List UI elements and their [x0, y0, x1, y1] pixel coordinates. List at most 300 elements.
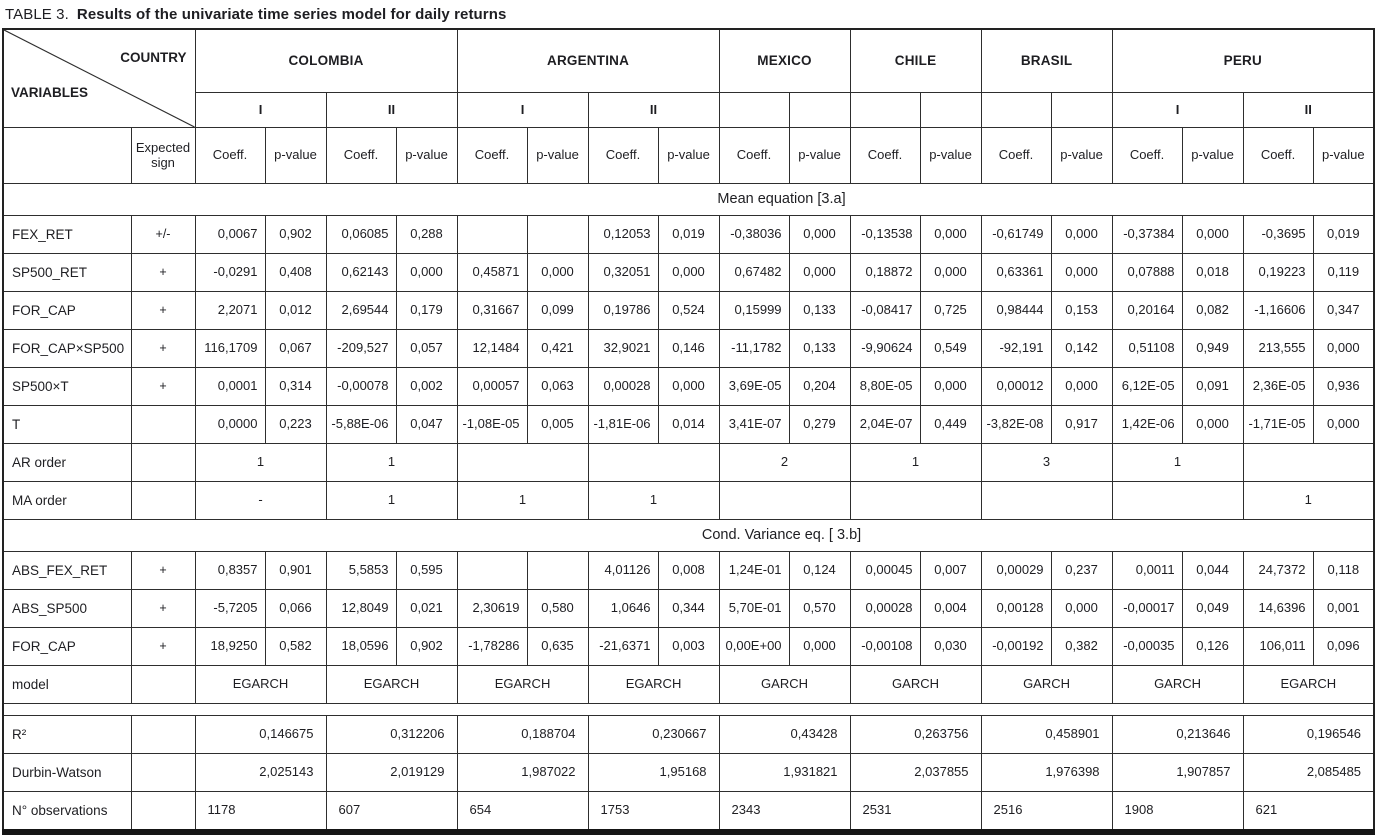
table-row — [3, 754, 1374, 792]
pvalue-cell: 0,449 — [920, 406, 981, 444]
coeff-cell: -5,7205 — [195, 590, 265, 628]
row-label: FEX_RET — [3, 216, 131, 254]
coeff-cell: 12,1484 — [457, 330, 527, 368]
pvalue-cell: 0,000 — [1182, 216, 1243, 254]
model-header-chile-a — [850, 93, 920, 128]
pvalue-cell: 0,019 — [1313, 216, 1374, 254]
merged-value-cell: 0,43428 — [719, 716, 850, 754]
pvalue-cell: 0,005 — [527, 406, 588, 444]
coeff-cell: 18,0596 — [326, 628, 396, 666]
coeff-cell: 0,15999 — [719, 292, 789, 330]
merged-value-cell: 1,987022 — [457, 754, 588, 792]
pvalue-cell: 0,000 — [1051, 590, 1112, 628]
pvalue-cell: 0,582 — [265, 628, 326, 666]
coeff-cell: -0,00035 — [1112, 628, 1182, 666]
coeff-cell: 5,70E-01 — [719, 590, 789, 628]
coeff-cell: 0,45871 — [457, 254, 527, 292]
pvalue-cell: 0,153 — [1051, 292, 1112, 330]
coeff-cell: -1,16606 — [1243, 292, 1313, 330]
merged-value-cell: 1753 — [588, 792, 719, 833]
coeff-cell: 0,0067 — [195, 216, 265, 254]
coeff-cell: 0,06085 — [326, 216, 396, 254]
pvalue-cell: 0,044 — [1182, 552, 1243, 590]
coeff-cell: -0,00192 — [981, 628, 1051, 666]
pvalue-cell: 0,000 — [1051, 368, 1112, 406]
model-header-peru-1: I — [1112, 93, 1243, 128]
header-row-models — [3, 93, 1374, 128]
pvalue-cell: 0,133 — [789, 330, 850, 368]
row-label: FOR_CAP — [3, 292, 131, 330]
table-row — [3, 292, 1374, 330]
merged-value-cell: 1 — [326, 482, 457, 520]
coeff-cell: 4,01126 — [588, 552, 658, 590]
pvalue-cell: 0,901 — [265, 552, 326, 590]
coeff-cell: -92,191 — [981, 330, 1051, 368]
coeff-cell: 0,20164 — [1112, 292, 1182, 330]
merged-value-cell: EGARCH — [326, 666, 457, 704]
table-row — [3, 666, 1374, 704]
table-row — [3, 792, 1374, 833]
merged-value-cell: - — [195, 482, 326, 520]
merged-value-cell — [850, 482, 981, 520]
pvalue-cell: 0,091 — [1182, 368, 1243, 406]
coeff-cell: 0,8357 — [195, 552, 265, 590]
merged-value-cell: 2,025143 — [195, 754, 326, 792]
pvalue-cell: 0,000 — [920, 368, 981, 406]
pvalue-cell: 0,012 — [265, 292, 326, 330]
table-row — [3, 716, 1374, 754]
pvalue-cell: 0,002 — [396, 368, 457, 406]
model-header-brasil-b — [1051, 93, 1112, 128]
row-label: SP500_RET — [3, 254, 131, 292]
row-label: model — [3, 666, 131, 704]
table-row — [3, 406, 1374, 444]
merged-value-cell: 0,230667 — [588, 716, 719, 754]
coeff-cell: 3,69E-05 — [719, 368, 789, 406]
row-label: FOR_CAP — [3, 628, 131, 666]
row-label: R² — [3, 716, 131, 754]
coeff-header: Coeff. — [588, 128, 658, 184]
model-header-mexico-a — [719, 93, 789, 128]
coeff-cell: -9,90624 — [850, 330, 920, 368]
merged-value-cell: 2,019129 — [326, 754, 457, 792]
coeff-cell: 0,0001 — [195, 368, 265, 406]
coeff-cell: 213,555 — [1243, 330, 1313, 368]
pvalue-header: p-value — [527, 128, 588, 184]
pvalue-cell: 0,949 — [1182, 330, 1243, 368]
country-header-mexico: MEXICO — [719, 29, 850, 93]
pvalue-cell: 0,314 — [265, 368, 326, 406]
merged-value-cell: GARCH — [719, 666, 850, 704]
merged-value-cell — [1112, 482, 1243, 520]
row-label: N° observations — [3, 792, 131, 833]
coeff-cell: 0,51108 — [1112, 330, 1182, 368]
coeff-cell: 0,98444 — [981, 292, 1051, 330]
row-label: ABS_FEX_RET — [3, 552, 131, 590]
pvalue-cell: 0,000 — [789, 254, 850, 292]
coeff-cell: 0,07888 — [1112, 254, 1182, 292]
pvalue-cell: 0,000 — [527, 254, 588, 292]
table-row — [3, 330, 1374, 368]
merged-value-cell: 1 — [326, 444, 457, 482]
merged-value-cell — [719, 482, 850, 520]
pvalue-cell — [527, 216, 588, 254]
expected-sign-cell: + — [131, 628, 195, 666]
expected-sign-cell: + — [131, 292, 195, 330]
coeff-cell: 2,04E-07 — [850, 406, 920, 444]
pvalue-cell: 0,007 — [920, 552, 981, 590]
merged-value-cell: EGARCH — [588, 666, 719, 704]
coeff-cell: 1,24E-01 — [719, 552, 789, 590]
model-header-mexico-b — [789, 93, 850, 128]
pvalue-cell — [527, 552, 588, 590]
pvalue-cell: 0,917 — [1051, 406, 1112, 444]
expected-sign-cell — [131, 406, 195, 444]
merged-value-cell: EGARCH — [1243, 666, 1374, 704]
merged-value-cell — [588, 444, 719, 482]
pvalue-cell: 0,580 — [527, 590, 588, 628]
coeff-cell: -0,08417 — [850, 292, 920, 330]
corner-cell — [3, 29, 195, 128]
coeff-cell: -0,00017 — [1112, 590, 1182, 628]
row-label: FOR_CAP×SP500 — [3, 330, 131, 368]
model-header-colombia-1: I — [195, 93, 326, 128]
merged-value-cell: GARCH — [1112, 666, 1243, 704]
pvalue-cell: 0,000 — [1313, 330, 1374, 368]
merged-value-cell: 1178 — [195, 792, 326, 833]
merged-value-cell: 0,213646 — [1112, 716, 1243, 754]
pvalue-cell: 0,019 — [658, 216, 719, 254]
pvalue-cell: 0,000 — [1182, 406, 1243, 444]
pvalue-cell: 0,000 — [1051, 216, 1112, 254]
pvalue-header: p-value — [920, 128, 981, 184]
pvalue-cell: 0,118 — [1313, 552, 1374, 590]
pvalue-cell: 0,237 — [1051, 552, 1112, 590]
table-row — [3, 444, 1374, 482]
expected-sign-header: Expected sign — [131, 128, 195, 184]
header-row-countries — [3, 29, 1374, 93]
coeff-cell: 0,0011 — [1112, 552, 1182, 590]
model-header-colombia-2: II — [326, 93, 457, 128]
coeff-cell — [457, 216, 527, 254]
coeff-cell: 0,00029 — [981, 552, 1051, 590]
coeff-cell: -0,61749 — [981, 216, 1051, 254]
coeff-cell: -0,0291 — [195, 254, 265, 292]
expected-sign-cell: + — [131, 590, 195, 628]
table-title-number: TABLE 3. — [5, 6, 69, 23]
coeff-cell: 0,00012 — [981, 368, 1051, 406]
coeff-cell: 0,19223 — [1243, 254, 1313, 292]
merged-value-cell: 1908 — [1112, 792, 1243, 833]
pvalue-cell: 0,008 — [658, 552, 719, 590]
variables-spacer-cell — [3, 128, 131, 184]
table-body — [3, 184, 1374, 833]
pvalue-cell: 0,549 — [920, 330, 981, 368]
coeff-cell: 0,67482 — [719, 254, 789, 292]
pvalue-cell: 0,018 — [1182, 254, 1243, 292]
coeff-cell: 3,41E-07 — [719, 406, 789, 444]
merged-value-cell — [457, 444, 588, 482]
coeff-cell: 32,9021 — [588, 330, 658, 368]
coeff-cell: 0,32051 — [588, 254, 658, 292]
pvalue-header: p-value — [658, 128, 719, 184]
coeff-cell: -0,00108 — [850, 628, 920, 666]
coeff-cell: -0,37384 — [1112, 216, 1182, 254]
coeff-cell: 8,80E-05 — [850, 368, 920, 406]
table-row — [3, 254, 1374, 292]
coeff-cell: -11,1782 — [719, 330, 789, 368]
expected-sign-cell — [131, 754, 195, 792]
pvalue-cell: 0,000 — [396, 254, 457, 292]
coeff-cell: -1,71E-05 — [1243, 406, 1313, 444]
section-row — [3, 184, 1374, 216]
pvalue-cell: 0,004 — [920, 590, 981, 628]
coeff-cell: -0,00078 — [326, 368, 396, 406]
pvalue-cell: 0,902 — [396, 628, 457, 666]
merged-value-cell: 1,95168 — [588, 754, 719, 792]
coeff-cell: 116,1709 — [195, 330, 265, 368]
section-row — [3, 520, 1374, 552]
pvalue-cell: 0,119 — [1313, 254, 1374, 292]
merged-value-cell: 0,312206 — [326, 716, 457, 754]
coeff-header: Coeff. — [850, 128, 920, 184]
coeff-cell: 0,31667 — [457, 292, 527, 330]
expected-sign-cell — [131, 792, 195, 833]
section-title: Mean equation [3.a] — [3, 184, 1374, 216]
coeff-cell: 0,00E+00 — [719, 628, 789, 666]
coeff-cell: -5,88E-06 — [326, 406, 396, 444]
coeff-header: Coeff. — [457, 128, 527, 184]
merged-value-cell: 2531 — [850, 792, 981, 833]
pvalue-cell: 0,179 — [396, 292, 457, 330]
pvalue-header: p-value — [1313, 128, 1374, 184]
merged-value-cell: EGARCH — [457, 666, 588, 704]
section-title: Cond. Variance eq. [ 3.b] — [3, 520, 1374, 552]
merged-value-cell: 1 — [195, 444, 326, 482]
coeff-cell: 0,12053 — [588, 216, 658, 254]
pvalue-cell: 0,524 — [658, 292, 719, 330]
merged-value-cell: 1 — [1243, 482, 1374, 520]
row-label: T — [3, 406, 131, 444]
merged-value-cell: 2,085485 — [1243, 754, 1374, 792]
merged-value-cell: 621 — [1243, 792, 1374, 833]
merged-value-cell: GARCH — [850, 666, 981, 704]
coeff-cell: -1,81E-06 — [588, 406, 658, 444]
coeff-cell: 0,00128 — [981, 590, 1051, 628]
table-row — [3, 590, 1374, 628]
table-row — [3, 628, 1374, 666]
coeff-header: Coeff. — [326, 128, 396, 184]
pvalue-cell: 0,344 — [658, 590, 719, 628]
pvalue-cell: 0,421 — [527, 330, 588, 368]
pvalue-cell: 0,382 — [1051, 628, 1112, 666]
expected-sign-cell — [131, 444, 195, 482]
pvalue-cell: 0,030 — [920, 628, 981, 666]
merged-value-cell: 2343 — [719, 792, 850, 833]
coeff-cell: 6,12E-05 — [1112, 368, 1182, 406]
coeff-cell — [457, 552, 527, 590]
pvalue-cell: 0,936 — [1313, 368, 1374, 406]
coeff-cell: -21,6371 — [588, 628, 658, 666]
table-title — [0, 0, 1376, 28]
coeff-header: Coeff. — [195, 128, 265, 184]
coeff-cell: 0,00045 — [850, 552, 920, 590]
pvalue-cell: 0,725 — [920, 292, 981, 330]
coeff-cell: 0,18872 — [850, 254, 920, 292]
merged-value-cell: 3 — [981, 444, 1112, 482]
pvalue-cell: 0,902 — [265, 216, 326, 254]
merged-value-cell: 1,907857 — [1112, 754, 1243, 792]
pvalue-cell: 0,133 — [789, 292, 850, 330]
expected-sign-cell: + — [131, 330, 195, 368]
coeff-header: Coeff. — [719, 128, 789, 184]
merged-value-cell — [981, 482, 1112, 520]
pvalue-cell: 0,126 — [1182, 628, 1243, 666]
coeff-cell: 0,63361 — [981, 254, 1051, 292]
coeff-cell: 0,62143 — [326, 254, 396, 292]
pvalue-cell: 0,000 — [920, 254, 981, 292]
pvalue-cell: 0,049 — [1182, 590, 1243, 628]
merged-value-cell: 0,146675 — [195, 716, 326, 754]
pvalue-cell: 0,000 — [1051, 254, 1112, 292]
coeff-cell: 2,30619 — [457, 590, 527, 628]
coeff-cell: 12,8049 — [326, 590, 396, 628]
coeff-header: Coeff. — [1243, 128, 1313, 184]
merged-value-cell: 607 — [326, 792, 457, 833]
country-header-peru: PERU — [1112, 29, 1374, 93]
coeff-cell: 5,5853 — [326, 552, 396, 590]
merged-value-cell: 0,188704 — [457, 716, 588, 754]
pvalue-cell: 0,003 — [658, 628, 719, 666]
expected-sign-cell — [131, 666, 195, 704]
coeff-cell: -1,78286 — [457, 628, 527, 666]
pvalue-cell: 0,000 — [658, 368, 719, 406]
merged-value-cell: 1,931821 — [719, 754, 850, 792]
pvalue-cell: 0,124 — [789, 552, 850, 590]
merged-value-cell: 1 — [588, 482, 719, 520]
merged-value-cell: 2,037855 — [850, 754, 981, 792]
pvalue-cell: 0,204 — [789, 368, 850, 406]
coeff-cell: 1,0646 — [588, 590, 658, 628]
row-label: Durbin-Watson — [3, 754, 131, 792]
pvalue-cell: 0,635 — [527, 628, 588, 666]
country-header-chile: CHILE — [850, 29, 981, 93]
merged-value-cell: 654 — [457, 792, 588, 833]
coeff-cell: 2,36E-05 — [1243, 368, 1313, 406]
table-row — [3, 552, 1374, 590]
pvalue-cell: 0,096 — [1313, 628, 1374, 666]
expected-sign-cell: + — [131, 552, 195, 590]
coeff-cell: 24,7372 — [1243, 552, 1313, 590]
coeff-header: Coeff. — [981, 128, 1051, 184]
pvalue-cell: 0,000 — [658, 254, 719, 292]
pvalue-cell: 0,066 — [265, 590, 326, 628]
coeff-cell: -1,08E-05 — [457, 406, 527, 444]
coeff-cell: 0,19786 — [588, 292, 658, 330]
coeff-cell: 0,00028 — [850, 590, 920, 628]
merged-value-cell: 0,263756 — [850, 716, 981, 754]
expected-sign-cell — [131, 716, 195, 754]
country-header-colombia: COLOMBIA — [195, 29, 457, 93]
pvalue-cell: 0,595 — [396, 552, 457, 590]
country-header-label: COUNTRY — [120, 50, 187, 65]
coeff-cell: 0,00057 — [457, 368, 527, 406]
country-header-argentina: ARGENTINA — [457, 29, 719, 93]
expected-sign-cell: + — [131, 254, 195, 292]
merged-value-cell: GARCH — [981, 666, 1112, 704]
pvalue-cell: 0,408 — [265, 254, 326, 292]
expected-sign-cell — [131, 482, 195, 520]
coeff-cell: 106,011 — [1243, 628, 1313, 666]
spacer-row — [3, 704, 1374, 716]
coeff-cell: 2,2071 — [195, 292, 265, 330]
pvalue-cell: 0,000 — [789, 216, 850, 254]
pvalue-cell: 0,000 — [789, 628, 850, 666]
pvalue-cell: 0,000 — [920, 216, 981, 254]
merged-value-cell: 2 — [719, 444, 850, 482]
coeff-cell: 0,0000 — [195, 406, 265, 444]
table-title-text: Results of the univariate time series model for daily returns — [76, 6, 507, 23]
pvalue-cell: 0,279 — [789, 406, 850, 444]
coeff-cell: -3,82E-08 — [981, 406, 1051, 444]
pvalue-cell: 0,082 — [1182, 292, 1243, 330]
pvalue-header: p-value — [1051, 128, 1112, 184]
coeff-header: Coeff. — [1112, 128, 1182, 184]
pvalue-cell: 0,570 — [789, 590, 850, 628]
pvalue-cell: 0,057 — [396, 330, 457, 368]
pvalue-header: p-value — [789, 128, 850, 184]
coeff-cell: -0,38036 — [719, 216, 789, 254]
merged-value-cell: 1 — [1112, 444, 1243, 482]
model-header-argentina-2: II — [588, 93, 719, 128]
pvalue-header: p-value — [1182, 128, 1243, 184]
coeff-cell: -0,13538 — [850, 216, 920, 254]
merged-value-cell: 1 — [457, 482, 588, 520]
merged-value-cell: 0,196546 — [1243, 716, 1374, 754]
country-header-brasil: BRASIL — [981, 29, 1112, 93]
pvalue-header: p-value — [396, 128, 457, 184]
diagonal-divider — [4, 30, 195, 127]
pvalue-cell: 0,001 — [1313, 590, 1374, 628]
variables-header-label: VARIABLES — [11, 85, 89, 101]
merged-value-cell: 0,458901 — [981, 716, 1112, 754]
table-row — [3, 368, 1374, 406]
row-label: ABS_SP500 — [3, 590, 131, 628]
results-table — [2, 28, 1375, 835]
model-header-chile-b — [920, 93, 981, 128]
pvalue-cell: 0,347 — [1313, 292, 1374, 330]
pvalue-cell: 0,000 — [1313, 406, 1374, 444]
header-row-columns — [3, 128, 1374, 184]
pvalue-cell: 0,288 — [396, 216, 457, 254]
pvalue-cell: 0,063 — [527, 368, 588, 406]
pvalue-cell: 0,223 — [265, 406, 326, 444]
row-label: AR order — [3, 444, 131, 482]
pvalue-cell: 0,014 — [658, 406, 719, 444]
coeff-cell: -0,3695 — [1243, 216, 1313, 254]
model-header-peru-2: II — [1243, 93, 1374, 128]
expected-sign-cell: + — [131, 368, 195, 406]
coeff-cell: 14,6396 — [1243, 590, 1313, 628]
merged-value-cell: 1,976398 — [981, 754, 1112, 792]
model-header-brasil-a — [981, 93, 1051, 128]
coeff-cell: 18,9250 — [195, 628, 265, 666]
merged-value-cell — [1243, 444, 1374, 482]
merged-value-cell: EGARCH — [195, 666, 326, 704]
coeff-cell: -209,527 — [326, 330, 396, 368]
coeff-cell: 1,42E-06 — [1112, 406, 1182, 444]
row-label: SP500×T — [3, 368, 131, 406]
